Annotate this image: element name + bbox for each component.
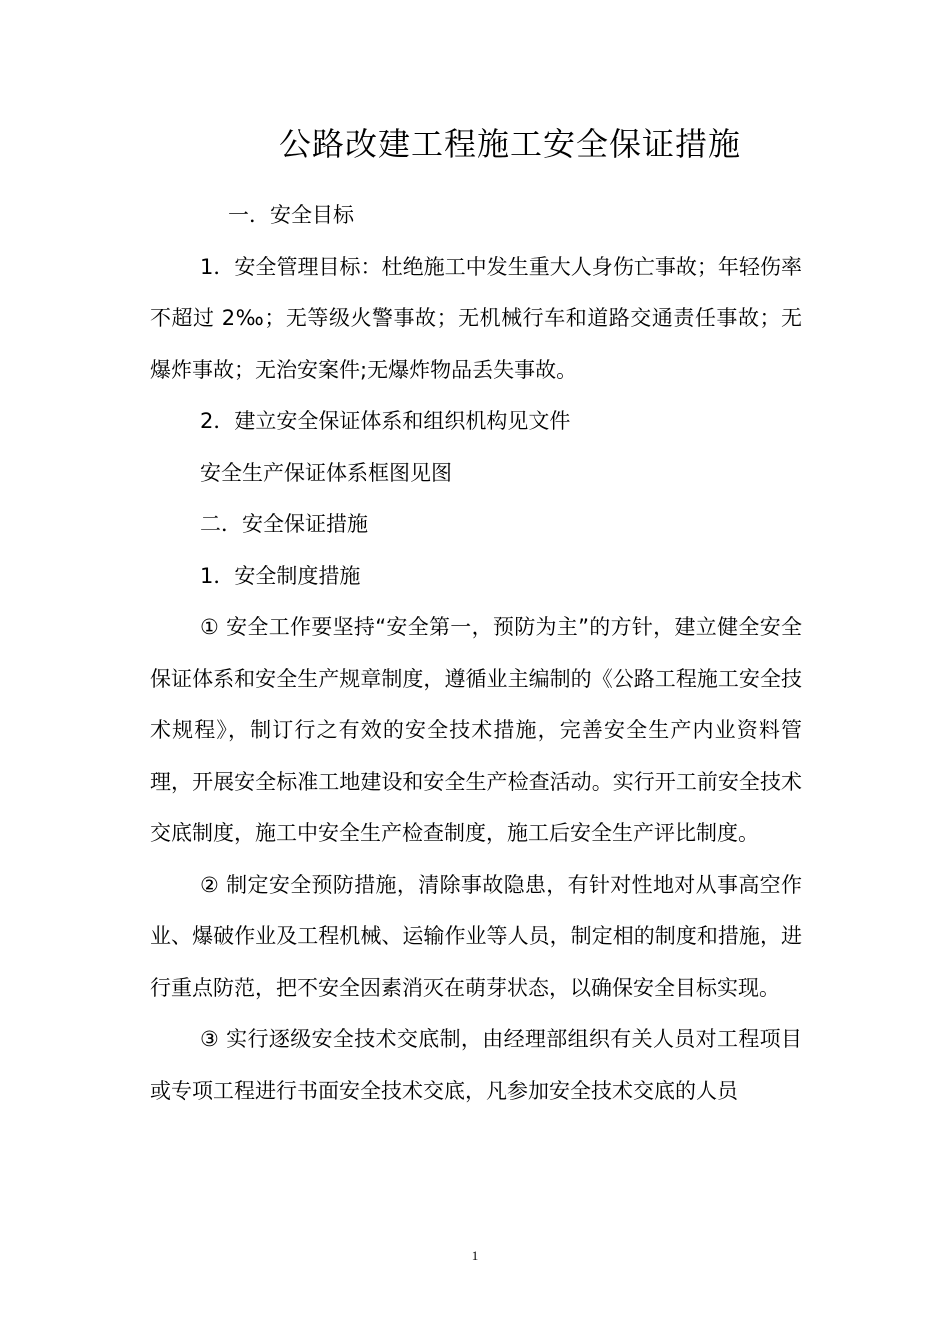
- document-title: 公路改建工程施工安全保证措施: [278, 125, 741, 163]
- page-number: 1: [471, 1248, 479, 1263]
- document-body: [150, 190, 802, 1117]
- paragraph-measure-2: ② 制定安全预防措施，清除事故隐患，有针对性地对从事高空作业、爆破作业及工程机械、运输作业等人员，制定相的制度和措施，进行重点防范，把不安全因素消灭在萌芽状态，以确保安全目标实现。: [150, 872, 802, 1000]
- subheading-safety-system-measures: 1．安全制度措施: [200, 563, 361, 588]
- paragraph-safety-management-goal: 1．安全管理目标：杜绝施工中发生重大人身伤亡事故；年轻伤率不超过 2‰；无等级火警事故；无机械行车和道路交通责任事故；无爆炸事故；无治安案件;无爆炸物品丢失事故。: [150, 254, 802, 382]
- section-heading-safety-measures: 二．安全保证措施: [200, 512, 368, 536]
- paragraph-safety-system: 2．建立安全保证体系和组织机构见文件: [200, 409, 571, 433]
- section-heading-safety-goals: 一．安全目标: [228, 203, 354, 227]
- paragraph-measure-3: ③ 实行逐级安全技术交底制，由经理部组织有关人员对工程项目或专项工程进行书面安全技术交底，凡参加安全技术交底的人员: [150, 1027, 802, 1103]
- paragraph-measure-1: ① 安全工作要坚持“安全第一，预防为主”的方针，建立健全安全保证体系和安全生产规章制度，遵循业主编制的《公路工程施工安全技术规程》，制订行之有效的安全技术措施，完善安全生产内业资料管理，开展安全标准工地建设和安全生产检查活动。实行开工前安全技术交底制度，施工中安全生产检查制度，施工后安全生产评比制度。: [150, 615, 802, 845]
- paragraph-safety-framework: 安全生产保证体系框图见图: [200, 460, 452, 485]
